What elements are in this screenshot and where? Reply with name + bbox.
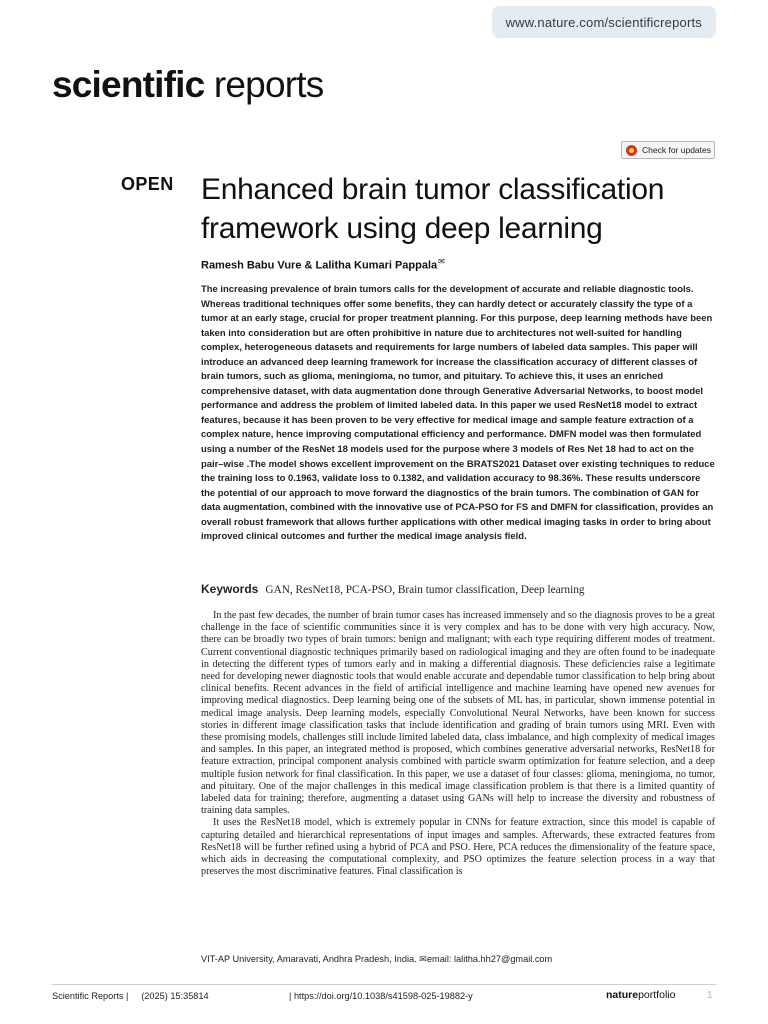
article-body (201, 610, 715, 878)
journal-url-text: www.nature.com/scientificreports (505, 14, 702, 30)
publisher-logo-bold: nature (606, 989, 639, 1001)
open-access-tag: OPEN (121, 174, 174, 194)
author-list (201, 257, 721, 272)
keywords-text: GAN, ResNet18, PCA-PSO, Brain tumor classification, Deep learning (265, 584, 585, 596)
footer-doi-link[interactable]: | https://doi.org/10.1038/s41598-025-19882-y (289, 991, 473, 1001)
affiliation-text: VIT-AP University, Amaravati, Andhra Pradesh, India. (201, 954, 417, 964)
check-for-updates-label: Check for updates (642, 145, 711, 155)
page-number: 1 (707, 990, 713, 1001)
keywords-label: Keywords (201, 582, 259, 596)
author-names[interactable]: Ramesh Babu Vure & Lalitha Kumari Pappala (201, 259, 438, 272)
body-paragraph: In the past few decades, the number of brain tumor cases has increased immensely and so the diagnosis proves to be a great challenge in the face of scientific communities since it is very complex and has to be done with very high accuracy. Now, there can be broadly two types of brain tumors: benign and malignant; with each type requiring different modes of treatment. Current conventional diagnostic techniques primarily based on radiological imaging and they are often found to be inadequate in detecting the different types of tumors early and in making a differential diagnosis. These deficiencies raise a legitimate need for developing newer diagnostic tools that would enable accurate and dependable tumor classification to help bring about clinical benefits. Recent advances in the field of artificial intelligence and machine learning have opened new avenues for improving medical diagnostics. Deep learning being one of the subsets of ML has, in particular, shown immense potential in medical image analysis. Deep learning models, especially Convolutional Neural Networks, have been known for success stories in different image classification tasks that include identification and grading of brain tumors using MRI. Even with these promising models, challenges still include limited labeled data, class imbalance, and high complexity of medical images and samples. In this paper, an integrated method is proposed, which combines generative adversarial networks, ResNet18 for feature extraction, principal component analysis combined with particle swarm optimization for feature selection, and a deep multiple fusion network for final classification. In this paper, we use a dataset of four classes: glioma, meningioma, no tumor, and pituitary. One of the major challenges in this medical image classification problem is that there is a limited quantity of labeled data for training; therefore, augmenting a dataset using GANs will help to increase the diversity and robustness of training data samples. (201, 610, 715, 817)
journal-logo (52, 64, 323, 106)
keywords-row (201, 582, 715, 596)
footer-journal-name: Scientific Reports | (52, 991, 129, 1001)
body-paragraph: It uses the ResNet18 model, which is extremely popular in CNNs for feature extraction, since this model is capable of capturing detailed and hierarchical representations of input images and samples. Afterwards, these extracted features from ResNet18 will be further refined using a hybrid of PCA and PSO. Here, PCA reduces the dimensionality of the feature space, which aids in decreasing the computational complexity, and PSO optimizes the feature selection process in a way that preserves the most discriminative features. Final classification is (201, 817, 715, 878)
affiliation-note (201, 954, 715, 965)
crossmark-icon (626, 145, 637, 156)
footer-citation (52, 991, 209, 1001)
footer-volume: (2025) 15:35814 (141, 991, 209, 1001)
journal-url-link[interactable] (492, 6, 716, 38)
journal-logo-light: reports (204, 64, 324, 105)
journal-logo-bold: scientific (52, 64, 205, 105)
publisher-logo-light: portfolio (638, 989, 676, 1001)
article-title: Enhanced brain tumor classification framework using deep learning (201, 173, 665, 245)
mail-icon[interactable]: ✉ (438, 257, 445, 266)
email-icon: ✉ (419, 954, 427, 964)
abstract: The increasing prevalence of brain tumors calls for the development of accurate and reliable diagnostic tools. Whereas traditional techniques offer some benefits, they can hardly detect or accurately classify the type of a tumor at an early stage, crucial for proper treatment planning. For this purpose, deep learning methods have been taken into consideration but are often prohibitive in nature due to architectures not well-suited for handling complex, heterogeneous datasets and requirements for large numbers of labeled data samples. This paper will introduce an advanced deep learning framework for increase the classification accuracy of different classes of brain tumors, such as glioma, meningioma, no tumor, and pituitary. To achieve this, it uses an enriched comprehensive dataset, with data augmentation done through Generative Adversarial Networks, to boost model performance and address the problem of limited labeled data. In this paper we used ResNet18 model to extract features, because it has been proven to be very effective for medical image and sample feature extraction of a complex nature, hence improving computational efficiency and performance. DMFN model was then formulated using a number of the ResNet 18 models used for the purpose where 3 models of Res Net 18 had to act on the pair–wise .The model shows excellent improvement on the BRATS2021 Dataset over existing techniques to reduce the training loss to 0.1963, validate loss to 0.1382, and validation accuracy to 98.36%. These results underscore the potential of our approach to move forward the diagnostics of the brain tumors. The combination of GAN for data augmentation, combined with the innovative use of PCA-PSO for FS and DMFN for classification, provides an overall robust framework that allows further applications with other medical imaging tasks in order to bring about improved clinical outcomes and further the medical image analysis field. (201, 284, 715, 543)
check-for-updates-button[interactable] (621, 141, 715, 159)
corresponding-email[interactable]: email: lalitha.hh27@gmail.com (426, 954, 553, 964)
footer-divider (52, 984, 716, 985)
publisher-logo (606, 989, 675, 1001)
